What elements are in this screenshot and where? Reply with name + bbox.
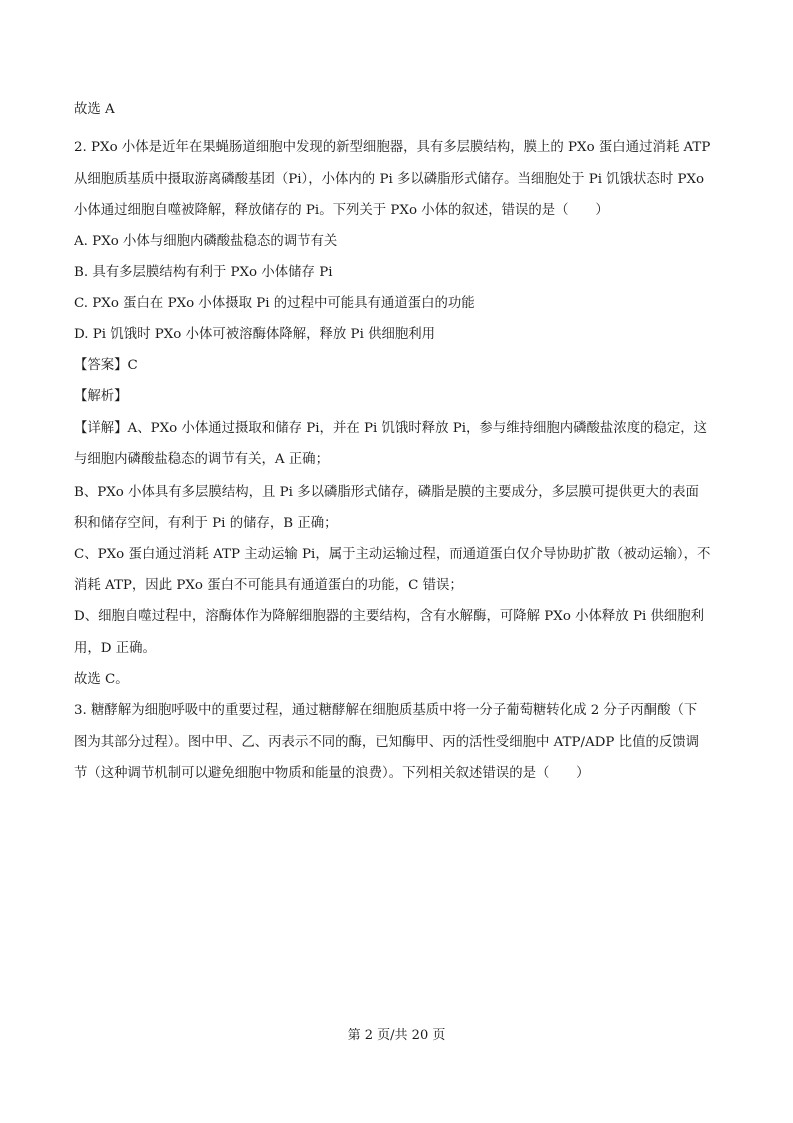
q3-stem-line-1: 3. 糖酵解为细胞呼吸中的重要过程，通过糖酵解在细胞质基质中将一分子葡萄糖转化成 2 分子丙酮酸（下 xyxy=(74,703,698,718)
q2-detail-line-1: 【详解】A、PXo 小体通过摄取和储存 Pi，并在 Pi 饥饿时释放 Pi，参与维持细胞内磷酸盐浓度的稳定，这 xyxy=(74,421,708,436)
q3-stem-line-2: 图为其部分过程）。图中甲、乙、丙表示不同的酶，已知酶甲、丙的活性受细胞中 ATP/ADP 比值的反馈调 xyxy=(74,735,700,750)
q2-detail-line-4: 积和储存空间，有利于 Pi 的储存，B 正确； xyxy=(74,516,338,531)
q2-detail-line-7: D、细胞自噬过程中，溶酶体作为降解细胞器的主要结构，含有水解酶，可降解 PXo 小体释放 Pi 供细胞利 xyxy=(74,609,705,624)
q2-option-c: C. PXo 蛋白在 PXo 小体摄取 Pi 的过程中可能具有通道蛋白的功能 xyxy=(74,296,475,311)
q2-stem-line-3: 小体通过细胞自噬被降解，释放储存的 Pi。下列关于 PXo 小体的叙述，错误的是（ ） xyxy=(74,203,609,218)
q2-detail-line-2: 与细胞内磷酸盐稳态的调节有关，A 正确； xyxy=(74,452,329,467)
q2-stem-line-1: 2. PXo 小体是近年在果蝇肠道细胞中发现的新型细胞器，具有多层膜结构，膜上的 PXo 蛋白通过消耗 ATP xyxy=(74,140,711,155)
q2-option-b: B. 具有多层膜结构有利于 PXo 小体储存 Pi xyxy=(74,265,333,280)
q2-detail-line-3: B、PXo 小体具有多层膜结构，且 Pi 多以磷脂形式储存，磷脂是膜的主要成分，多层膜可提供更大的表面 xyxy=(74,485,699,500)
q1-choice: 故选 A xyxy=(74,102,115,117)
q2-stem-line-2: 从细胞质基质中摄取游离磷酸基团（Pi），小体内的 Pi 多以磷脂形式储存。当细胞处于 Pi 饥饿状态时 PXo xyxy=(74,172,705,187)
page-number-footer: 第 2 页/共 20 页 xyxy=(347,1028,446,1043)
q3-stem-line-3: 节（这种调节机制可以避免细胞中物质和能量的浪费）。下列相关叙述错误的是（ ） xyxy=(74,766,590,781)
q2-choice: 故选 C。 xyxy=(74,672,129,687)
q2-option-a: A. PXo 小体与细胞内磷酸盐稳态的调节有关 xyxy=(74,234,338,249)
q2-detail-line-5: C、PXo 蛋白通过消耗 ATP 主动运输 Pi，属于主动运输过程，而通道蛋白仅介导协助扩散（被动运输），不 xyxy=(74,547,711,562)
q2-detail-line-6: 消耗 ATP，因此 PXo 蛋白不可能具有通道蛋白的功能，C 错误； xyxy=(74,578,463,593)
q2-detail-line-8: 用，D 正确。 xyxy=(74,641,156,656)
q2-analysis-label: 【解析】 xyxy=(74,389,128,404)
q2-answer: 【答案】C xyxy=(74,358,138,373)
q2-option-d: D. Pi 饥饿时 PXo 小体可被溶酶体降解，释放 Pi 供细胞利用 xyxy=(74,327,436,342)
